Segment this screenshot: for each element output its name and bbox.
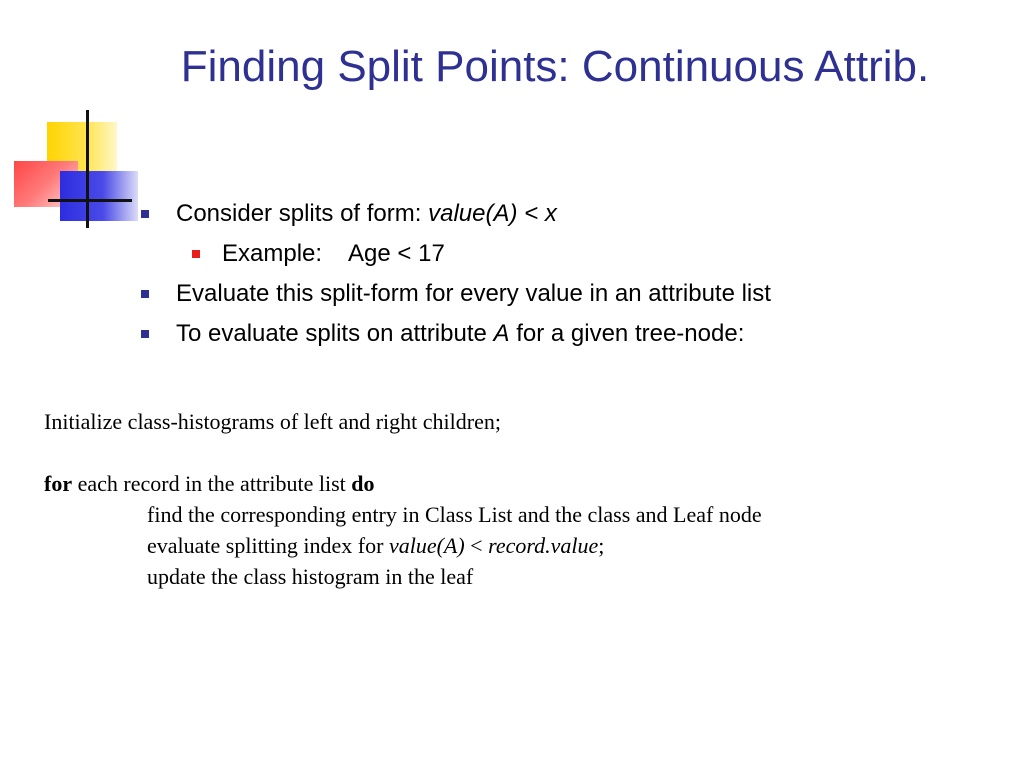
pseudocode-line — [44, 530, 1004, 561]
slide-title: Finding Split Points: Continuous Attrib. — [180, 42, 930, 91]
pseudocode-line: find the corresponding entry in Class List and the class and Leaf node — [147, 502, 762, 527]
pseudocode-line: Initialize class-histograms of left and right children; — [44, 409, 501, 434]
logo-vertical-line — [86, 110, 89, 228]
pseudocode-text: each record in the attribute list — [72, 471, 352, 496]
bullet-item — [138, 274, 998, 314]
bullet-square-icon — [141, 290, 149, 298]
bullet-text: Evaluate this split-form for every value in an attribute list — [176, 280, 771, 307]
sub-bullet-value: Age < 17 — [348, 240, 445, 267]
bullet-text: Consider splits of form: — [176, 200, 429, 227]
pseudocode-block — [44, 406, 1004, 592]
pseudocode-emphasis: value(A) — [388, 533, 465, 558]
bullet-square-icon — [141, 330, 149, 338]
pseudocode-line — [44, 468, 1004, 499]
pseudocode-emphasis: record.value — [488, 533, 599, 558]
bullet-emphasis: value(A) < x — [428, 200, 557, 227]
bullet-text: for a given tree-node: — [509, 320, 745, 347]
keyword-do: do — [351, 471, 375, 496]
logo-blue-square — [60, 171, 138, 221]
logo-horizontal-line — [48, 199, 132, 202]
bullet-emphasis: A — [493, 320, 510, 347]
sub-bullet-item — [138, 234, 998, 274]
bullet-item — [138, 314, 998, 354]
decorative-logo — [0, 0, 150, 240]
sub-bullet-square-icon — [192, 250, 200, 258]
pseudocode-text: < — [464, 533, 489, 558]
sub-bullet-label: Example: — [222, 240, 323, 267]
bullet-text: To evaluate splits on attribute — [176, 320, 494, 347]
bullet-item — [138, 194, 998, 234]
bullet-square-icon — [141, 210, 149, 218]
keyword-for: for — [44, 471, 73, 496]
pseudocode-text: evaluate splitting index for — [147, 533, 389, 558]
pseudocode-line: update the class histogram in the leaf — [147, 564, 474, 589]
bullet-list — [138, 194, 998, 354]
pseudocode-text: ; — [598, 533, 605, 558]
